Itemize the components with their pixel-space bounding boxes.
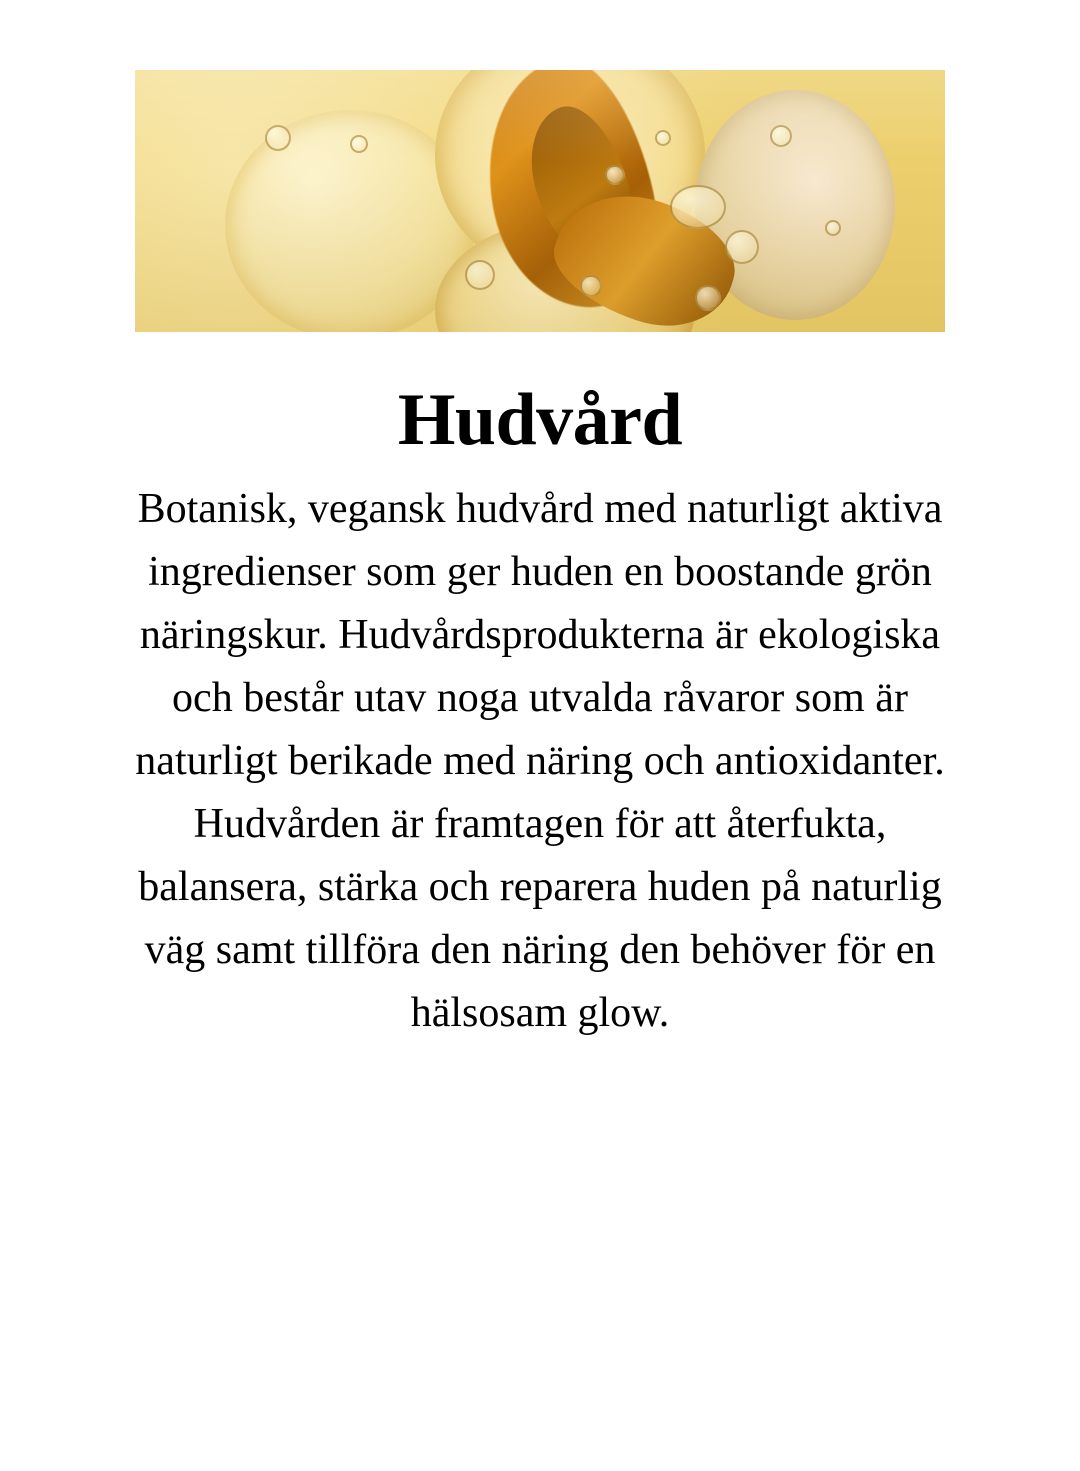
bubble-icon [465, 260, 495, 290]
bubble-icon [695, 285, 721, 311]
bubble-icon [770, 125, 792, 147]
bubble-icon [350, 135, 368, 153]
oil-droplets-image [135, 70, 945, 332]
bubble-icon [265, 125, 291, 151]
page-title: Hudvård [397, 379, 683, 461]
bubble-icon [580, 275, 602, 297]
bubble-icon [825, 220, 841, 236]
bubble-icon [655, 130, 671, 146]
bubble-icon [605, 165, 625, 185]
article-paragraph: Botanisk, vegansk hudvård med naturligt aktiva ingredienser som ger huden en boostande grön näringskur. Hudvårdsprodukterna är ekologiska och består utav noga utvalda råvaror som är naturligt berikade med näring och antioxidanter. Hudvården är framtagen för att återfukta, balansera, stärka och reparera huden på naturlig väg samt tillföra den näring den behöver för en hälsosam glow. [135, 485, 945, 1036]
bubble-icon [725, 230, 759, 264]
bubble-icon [670, 185, 726, 229]
hero-image-wrapper [135, 70, 945, 332]
